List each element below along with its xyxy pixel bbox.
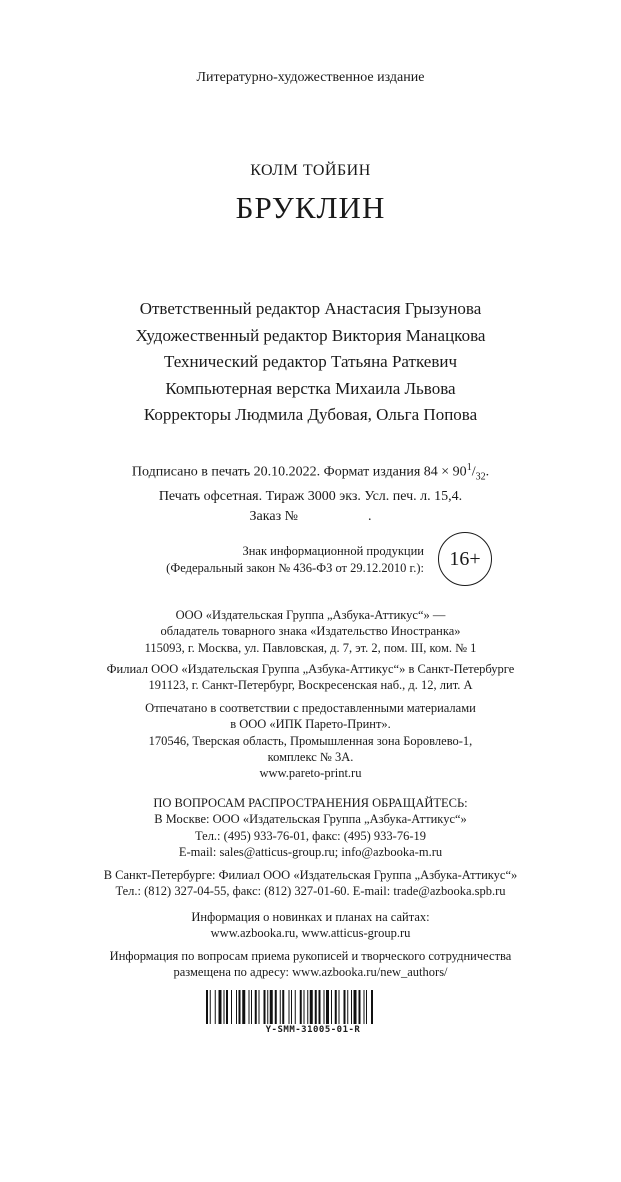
distribution-block [0,795,621,860]
barcode-bar [206,990,208,1024]
barcode-bar [280,990,281,1024]
barcode-bar [300,990,302,1024]
genre-line: Литературно-художественное издание [196,70,425,85]
order-label: Заказ № [249,509,298,525]
barcode-bar [219,990,222,1024]
barcode-bar [295,990,296,1024]
credit-line: Компьютерная верстка Михаила Львова [165,378,456,398]
print-info [0,458,621,527]
print-line-format: Подписано в печать 20.10.2022. Формат издания $84 \times 90^1/_{32}$. [131,462,490,483]
barcode-bar [251,990,252,1024]
order-line [0,507,621,527]
distribution-line: ПО ВОПРОСАМ РАСПРОСТРАНЕНИЯ ОБРАЩАЙТЕСЬ: [153,796,468,810]
barcode-bar [344,990,346,1024]
spb-block [0,867,621,900]
barcode-bar [236,990,237,1024]
book-title: БРУКЛИН [235,190,386,225]
websites-block [0,909,621,942]
barcode-bar [331,990,332,1024]
barcode-bar [231,990,232,1024]
barcode-bar [255,990,257,1024]
barcode-bar [351,990,352,1024]
format-fraction-den: 32 [475,471,486,483]
barcode-bar [310,990,313,1024]
spb-line: Тел.: (812) 327-04-55, факс: (812) 327-01-60. E-mail: trade@azbooka.spb.ru [115,884,506,899]
barcode-bar [267,990,268,1024]
age-label-line: Знак информационной продукции [242,544,424,558]
age-rating-badge: 16+ [438,532,492,586]
publisher-block [0,607,621,656]
printer-line: в ООО «ИПК Парето-Принт». [230,717,391,732]
distribution-line: В Москве: ООО «Издательская Группа „Азбука-Аттикус“» [154,812,467,827]
barcode-bar [291,990,292,1024]
publisher-line: 115093, г. Москва, ул. Павловская, д. 7, эт. 2, пом. III, ком. № 1 [144,640,477,655]
barcode-bar [364,990,365,1024]
credits-block [0,296,621,429]
format-text: Подписано в печать 20.10.2022. Формат издания 84 × 90 [131,464,467,480]
websites-line: www.azbooka.ru, www.atticus-group.ru [210,926,411,941]
credit-line: Корректоры Людмила Дубовая, Ольга Попова [143,405,478,424]
branch-line: 191123, г. Санкт-Петербург, Воскресенская наб., д. 12, лит. А [148,678,473,693]
barcode-bar [264,990,266,1024]
barcode-bar [359,990,361,1024]
manuscripts-line: Информация по вопросам приема рукописей и творческого сотрудничества [109,949,512,963]
print-line-run: Печать офсетная. Тираж 3000 экз. Усл. печ. л. 15,4. [158,489,463,505]
barcode-bar [326,990,329,1024]
websites-line: Информация о новинках и планах на сайтах: [191,910,430,924]
format-fraction-num: 1 [466,462,472,473]
barcode-code: Y-SMM-31005-01-R [265,1025,361,1035]
barcode-bar [347,990,348,1024]
barcode-bar [304,990,305,1024]
barcode-bar [282,990,284,1024]
barcode-bar [215,990,216,1024]
barcode-bar [226,990,228,1024]
manuscripts-line: размещена по адресу: www.azbooka.ru/new_authors/ [173,965,448,980]
barcode-bar [249,990,250,1024]
credit-line: Ответственный редактор Анастасия Грызунова [139,299,482,318]
order-end: . [367,509,372,525]
barcode-bar [371,990,373,1024]
barcode-bar [335,990,337,1024]
barcode-bar [224,990,225,1024]
printer-line: 170546, Тверская область, Промышленная зона Боровлево-1, [148,733,473,748]
barcode-bar [339,990,340,1024]
printer-block [0,700,621,781]
barcode-bar [210,990,211,1024]
barcode-bar [289,990,290,1024]
age-rating-label [118,543,424,577]
credit-line: Технический редактор Татьяна Раткевич [163,352,458,371]
branch-block [0,661,621,694]
age-label-line: (Федеральный закон № 436-ФЗ от 29.12.2010 г.): [166,561,424,575]
barcode-bar [354,990,357,1024]
barcode-bar [307,990,308,1024]
barcode-bar [275,990,277,1024]
barcode-bar [319,990,321,1024]
barcode-icon [206,990,420,1024]
manuscripts-block [0,948,621,981]
barcode-bar [315,990,317,1024]
barcode-bar [270,990,273,1024]
printer-line: www.pareto-print.ru [259,766,362,781]
spb-line: В Санкт-Петербурге: Филиал ООО «Издательская Группа „Азбука-Аттикус“» [103,868,518,882]
credit-line: Художественный редактор Виктория Манацкова [135,325,486,345]
barcode-bar [324,990,325,1024]
branch-line: Филиал ООО «Издательская Группа „Азбука-Аттикус“» в Санкт-Петербурге [106,662,515,676]
printer-line: комплекс № 3А. [267,749,354,764]
printer-line: Отпечатано в соответствии с предоставленными материалами [145,701,476,715]
publisher-line: ООО «Издательская Группа „Азбука-Аттикус“» — [175,608,446,622]
author-name: КОЛМ ТОЙБИН [250,162,371,179]
barcode-bar [259,990,260,1024]
barcode-bar [366,990,367,1024]
distribution-line: Тел.: (495) 933-76-01, факс: (495) 933-76-19 [194,828,427,843]
publisher-line: обладатель товарного знака «Издательство Иностранка» [160,624,461,639]
barcode-bar [242,990,245,1024]
distribution-line: E-mail: sales@atticus-group.ru; info@azbooka-m.ru [178,844,443,859]
barcode-bar [239,990,241,1024]
